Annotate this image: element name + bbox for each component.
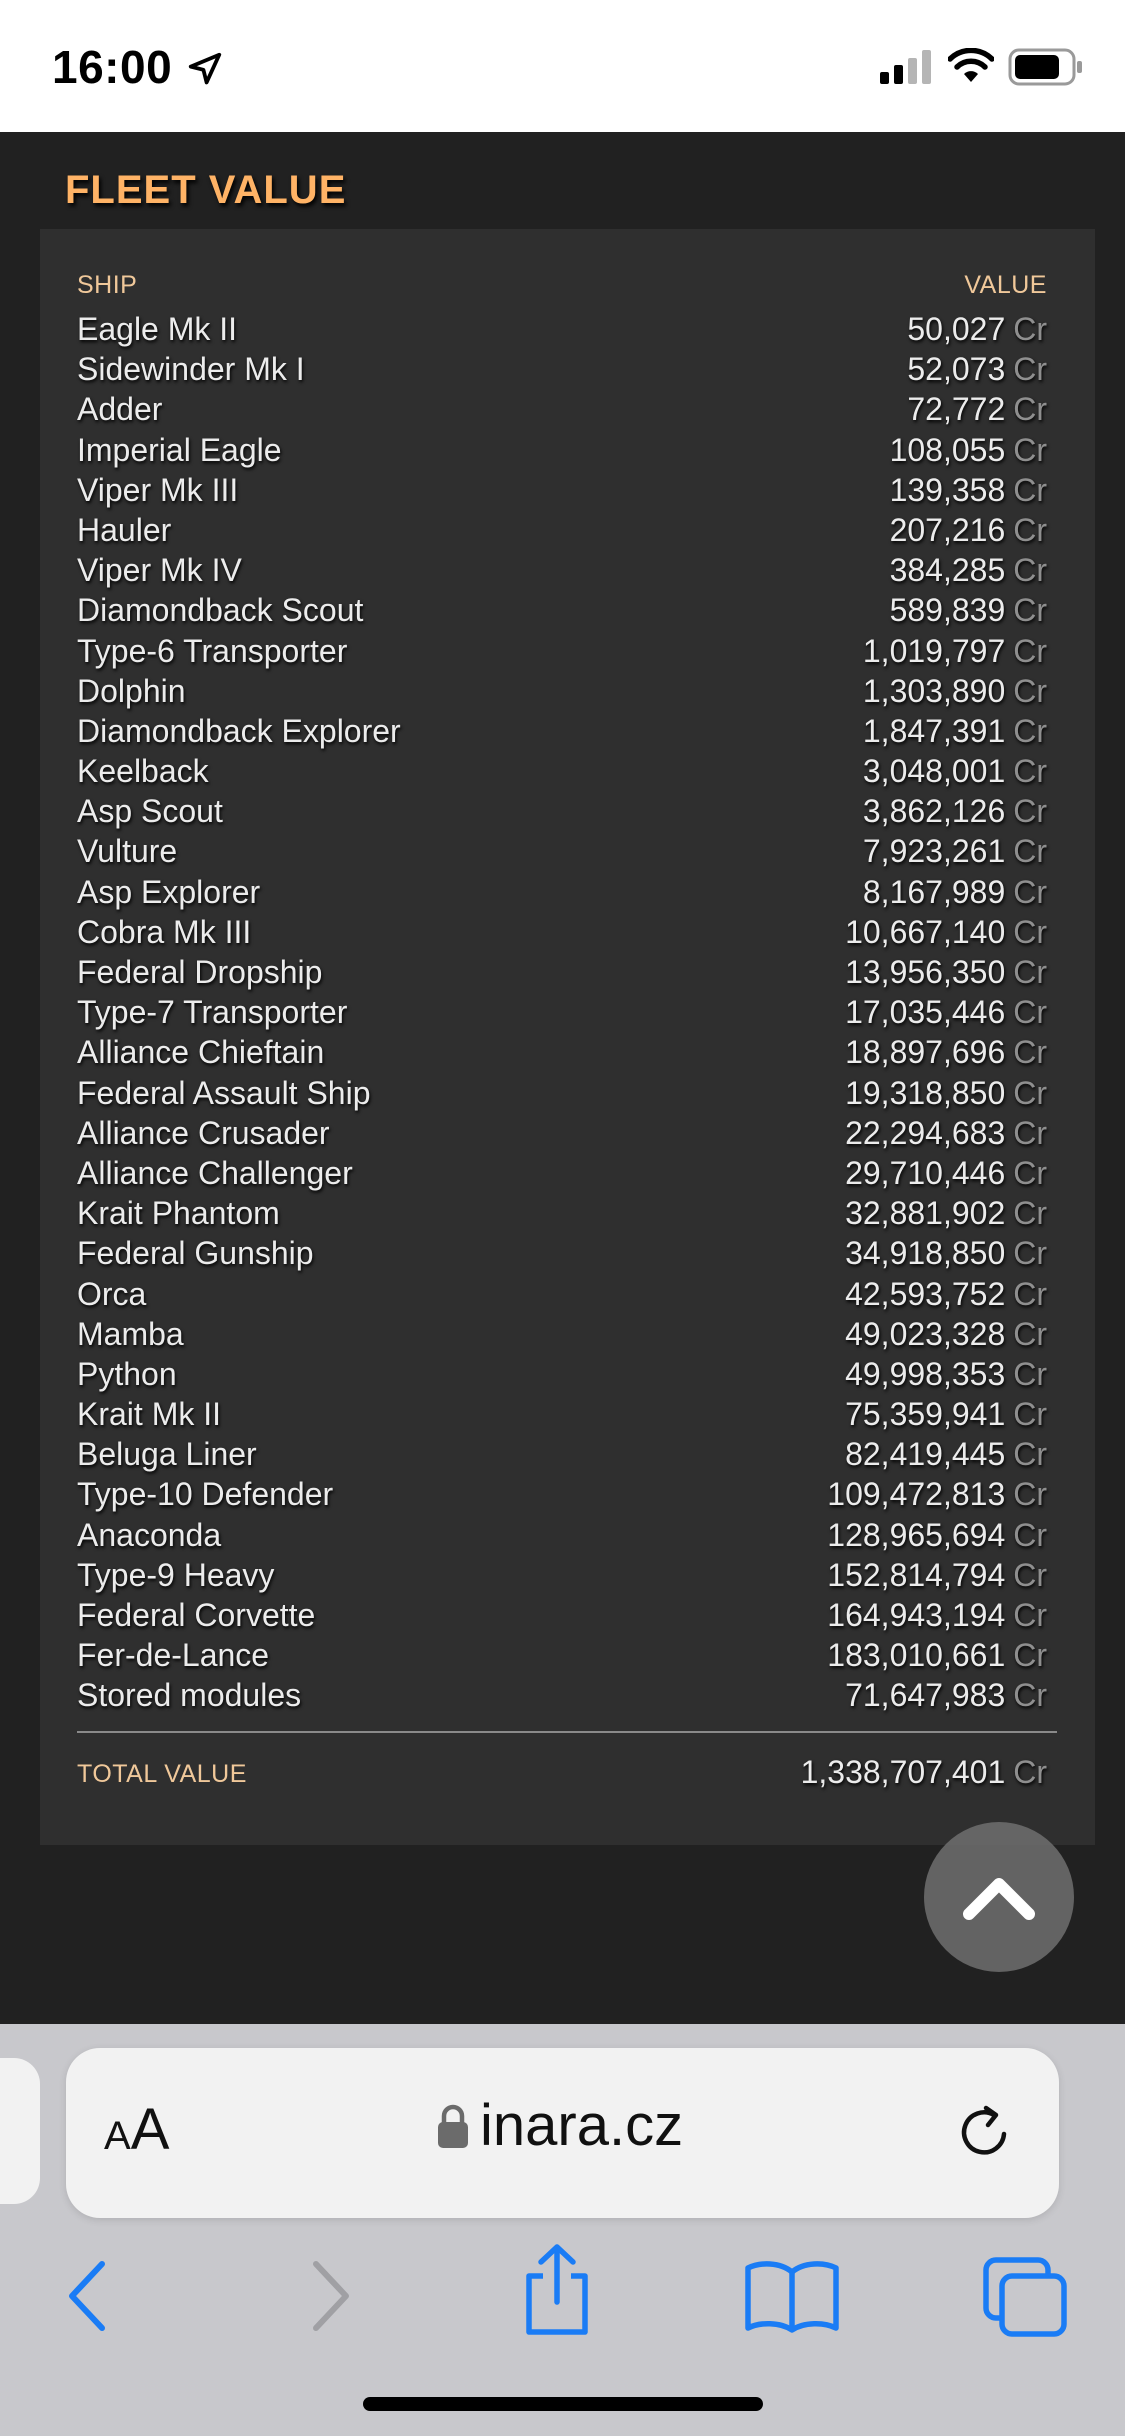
ship-value bbox=[863, 793, 1047, 830]
currency-unit: Cr bbox=[1013, 1597, 1047, 1633]
currency-unit: Cr bbox=[1013, 1476, 1047, 1513]
ship-value-amount: 183,010,661 bbox=[827, 1637, 1006, 1674]
ship-name: Python bbox=[77, 1355, 177, 1392]
table-row bbox=[77, 912, 1084, 952]
currency-unit: Cr bbox=[1013, 712, 1047, 749]
currency-unit: Cr bbox=[1013, 1396, 1047, 1433]
back-chevron-icon[interactable] bbox=[58, 2254, 118, 2338]
ship-name: Diamondback Scout bbox=[77, 592, 364, 629]
currency-unit: Cr bbox=[1013, 351, 1047, 388]
currency-unit: Cr bbox=[1013, 511, 1047, 548]
table-row bbox=[77, 751, 1084, 791]
ship-value bbox=[845, 1235, 1047, 1272]
ship-value bbox=[845, 1316, 1047, 1353]
column-header-ship: SHIP bbox=[77, 271, 138, 299]
table-row bbox=[77, 430, 1084, 470]
column-header-value: VALUE bbox=[964, 271, 1047, 299]
ship-value-amount: 589,839 bbox=[889, 592, 1006, 629]
table-row bbox=[77, 791, 1084, 831]
ship-name: Diamondback Explorer bbox=[77, 712, 401, 749]
ship-value-amount: 3,048,001 bbox=[862, 753, 1006, 790]
currency-unit: Cr bbox=[1013, 1114, 1047, 1151]
currency-unit: Cr bbox=[1013, 1235, 1047, 1272]
ship-value bbox=[907, 391, 1047, 428]
table-row bbox=[77, 1555, 1084, 1595]
ship-value-amount: 49,023,328 bbox=[845, 1315, 1006, 1352]
ship-value bbox=[845, 1356, 1047, 1393]
ship-value bbox=[845, 994, 1047, 1031]
ship-value-amount: 1,303,890 bbox=[862, 672, 1006, 709]
currency-unit: Cr bbox=[1013, 311, 1047, 347]
ship-value-amount: 128,965,694 bbox=[827, 1516, 1006, 1553]
ship-value-amount: 32,881,902 bbox=[845, 1195, 1006, 1232]
ship-name: Type-9 Heavy bbox=[77, 1556, 275, 1593]
table-row bbox=[77, 631, 1084, 671]
table-row bbox=[77, 671, 1084, 711]
ship-name: Fer-de-Lance bbox=[77, 1637, 270, 1674]
ship-value bbox=[845, 1276, 1047, 1313]
url-text: inara.cz bbox=[480, 2093, 684, 2158]
ship-name: Krait Phantom bbox=[77, 1195, 280, 1232]
location-arrow-icon bbox=[186, 50, 224, 88]
ship-value bbox=[827, 1476, 1047, 1513]
table-row bbox=[77, 1073, 1084, 1113]
ship-name: Beluga Liner bbox=[77, 1436, 257, 1473]
bookmarks-icon[interactable] bbox=[742, 2258, 842, 2334]
url-display[interactable] bbox=[436, 2092, 683, 2159]
ship-name: Type-10 Defender bbox=[77, 1476, 334, 1513]
table-row bbox=[77, 510, 1084, 550]
previous-tab-peek[interactable] bbox=[0, 2058, 40, 2204]
page-title: FLEET VALUE bbox=[65, 168, 347, 212]
ship-name: Type-7 Transporter bbox=[77, 994, 348, 1031]
ship-value-amount: 10,667,140 bbox=[845, 913, 1006, 950]
ship-value bbox=[890, 512, 1047, 549]
ship-value bbox=[907, 311, 1047, 348]
table-row bbox=[77, 1233, 1084, 1273]
status-time: 16:00 bbox=[52, 41, 173, 93]
table-row bbox=[77, 1595, 1084, 1635]
ship-value-amount: 7,923,261 bbox=[862, 833, 1006, 870]
ship-name: Cobra Mk III bbox=[77, 913, 252, 950]
ship-value bbox=[863, 833, 1047, 870]
currency-unit: Cr bbox=[1013, 1034, 1047, 1071]
ship-name: Type-6 Transporter bbox=[77, 632, 348, 669]
ship-value-amount: 109,472,813 bbox=[827, 1476, 1006, 1513]
battery-icon bbox=[1008, 48, 1084, 86]
ship-value-amount: 152,814,794 bbox=[827, 1556, 1006, 1593]
ship-value-amount: 384,285 bbox=[889, 552, 1006, 589]
currency-unit: Cr bbox=[1013, 1677, 1047, 1714]
currency-unit: Cr bbox=[1013, 1074, 1047, 1111]
ship-value bbox=[890, 552, 1047, 589]
ship-name: Mamba bbox=[77, 1315, 184, 1352]
ship-name: Eagle Mk II bbox=[77, 311, 238, 347]
ship-value-amount: 42,593,752 bbox=[845, 1275, 1006, 1312]
ship-value-amount: 82,419,445 bbox=[845, 1436, 1006, 1473]
ship-name: Stored modules bbox=[77, 1677, 302, 1714]
fleet-value-panel bbox=[40, 229, 1095, 1845]
ship-value-amount: 1,847,391 bbox=[862, 712, 1006, 749]
ship-name: Federal Corvette bbox=[77, 1597, 316, 1633]
ship-value bbox=[845, 1115, 1047, 1152]
ship-name: Keelback bbox=[77, 753, 209, 790]
ship-value bbox=[890, 432, 1047, 469]
table-row bbox=[77, 831, 1084, 871]
currency-unit: Cr bbox=[1013, 833, 1047, 870]
table-row bbox=[77, 550, 1084, 590]
table-row bbox=[77, 872, 1084, 912]
ship-value bbox=[890, 592, 1047, 629]
browser-toolbar bbox=[0, 2024, 1125, 2436]
currency-unit: Cr bbox=[1013, 954, 1047, 990]
ship-name: Vulture bbox=[77, 833, 178, 870]
ship-value bbox=[863, 753, 1047, 790]
ship-value bbox=[863, 713, 1047, 750]
currency-unit: Cr bbox=[1013, 1154, 1047, 1191]
ship-name: Federal Gunship bbox=[77, 1235, 314, 1272]
ship-name: Alliance Chieftain bbox=[77, 1034, 325, 1071]
ship-value-amount: 29,710,446 bbox=[845, 1154, 1006, 1191]
ship-value-amount: 108,055 bbox=[889, 431, 1006, 468]
currency-unit: Cr bbox=[1013, 1355, 1047, 1392]
currency-unit: Cr bbox=[1013, 873, 1047, 910]
ship-value-amount: 19,318,850 bbox=[845, 1074, 1006, 1111]
total-label: TOTAL VALUE bbox=[77, 1760, 247, 1788]
chevron-up-icon bbox=[961, 1872, 1037, 1922]
address-bar[interactable] bbox=[66, 2048, 1059, 2218]
ship-value bbox=[845, 1075, 1047, 1112]
table-row bbox=[77, 1314, 1084, 1354]
currency-unit: Cr bbox=[1013, 913, 1047, 950]
browser-nav-row bbox=[0, 2224, 1125, 2364]
currency-unit: Cr bbox=[1013, 1315, 1047, 1352]
table-row bbox=[77, 1153, 1084, 1193]
ship-value bbox=[907, 351, 1047, 388]
ship-value-amount: 207,216 bbox=[889, 511, 1006, 548]
currency-unit: Cr bbox=[1013, 1195, 1047, 1232]
ship-value bbox=[845, 954, 1047, 991]
ship-value bbox=[845, 1155, 1047, 1192]
table-row bbox=[77, 389, 1084, 429]
ship-name: Krait Mk II bbox=[77, 1396, 222, 1433]
ship-value bbox=[827, 1597, 1047, 1634]
currency-unit: Cr bbox=[1013, 1516, 1047, 1553]
table-row bbox=[77, 992, 1084, 1032]
ship-value-amount: 13,956,350 bbox=[845, 954, 1006, 990]
total-row bbox=[77, 1754, 1047, 1794]
ship-value-amount: 75,359,941 bbox=[845, 1396, 1006, 1433]
page-settings-button[interactable]: AA bbox=[104, 2097, 170, 2162]
ship-name: Anaconda bbox=[77, 1516, 222, 1553]
currency-unit: Cr bbox=[1013, 793, 1047, 830]
currency-unit: Cr bbox=[1013, 1637, 1047, 1674]
ship-value-amount: 34,918,850 bbox=[845, 1235, 1006, 1272]
ship-value bbox=[863, 673, 1047, 710]
table-row bbox=[77, 1032, 1084, 1072]
ship-value-amount: 18,897,696 bbox=[845, 1034, 1006, 1071]
ship-value-amount: 8,167,989 bbox=[862, 873, 1006, 910]
ship-name: Dolphin bbox=[77, 672, 186, 709]
table-row bbox=[77, 1274, 1084, 1314]
ship-value bbox=[845, 1195, 1047, 1232]
table-row bbox=[77, 1434, 1084, 1474]
ship-name: Federal Dropship bbox=[77, 954, 323, 990]
table-row bbox=[77, 309, 1084, 349]
ship-value bbox=[845, 1396, 1047, 1433]
currency-unit: Cr bbox=[1013, 1556, 1047, 1593]
ship-value-amount: 49,998,353 bbox=[845, 1355, 1006, 1392]
table-row bbox=[77, 1515, 1084, 1555]
ship-name: Viper Mk IV bbox=[77, 552, 242, 589]
ship-name: Federal Assault Ship bbox=[77, 1074, 371, 1111]
total-value bbox=[801, 1754, 1047, 1791]
ship-value bbox=[890, 472, 1047, 509]
wifi-icon bbox=[948, 48, 994, 84]
ship-value bbox=[827, 1517, 1047, 1554]
table-row bbox=[77, 1113, 1084, 1153]
currency-unit: Cr bbox=[1013, 1436, 1047, 1473]
home-indicator bbox=[363, 2397, 763, 2411]
table-row bbox=[77, 1675, 1084, 1715]
ship-value bbox=[863, 633, 1047, 670]
table-row bbox=[77, 590, 1084, 630]
ship-value bbox=[827, 1557, 1047, 1594]
ship-value bbox=[845, 1436, 1047, 1473]
table-row bbox=[77, 1394, 1084, 1434]
table-row bbox=[77, 1474, 1084, 1514]
ship-name: Imperial Eagle bbox=[77, 431, 282, 468]
ship-name: Asp Scout bbox=[77, 793, 223, 830]
table-row bbox=[77, 349, 1084, 389]
status-bar bbox=[0, 0, 1125, 132]
ship-name: Sidewinder Mk I bbox=[77, 351, 305, 388]
currency-unit: Cr bbox=[1013, 1754, 1047, 1790]
cellular-signal-icon bbox=[880, 50, 934, 84]
ship-value-amount: 139,358 bbox=[889, 471, 1006, 508]
ship-value-amount: 50,027 bbox=[907, 311, 1006, 347]
ship-value-amount: 1,019,797 bbox=[862, 632, 1006, 669]
table-row bbox=[77, 711, 1084, 751]
ship-value-amount: 3,862,126 bbox=[862, 793, 1006, 830]
total-divider bbox=[77, 1731, 1057, 1733]
ship-value-amount: 17,035,446 bbox=[845, 994, 1006, 1031]
table-header bbox=[77, 271, 1047, 301]
ship-name: Alliance Crusader bbox=[77, 1114, 330, 1151]
ship-value-amount: 164,943,194 bbox=[827, 1597, 1006, 1633]
ship-name: Orca bbox=[77, 1275, 147, 1312]
table-row bbox=[77, 952, 1084, 992]
tabs-icon[interactable] bbox=[980, 2254, 1070, 2340]
currency-unit: Cr bbox=[1013, 632, 1047, 669]
ship-name: Adder bbox=[77, 391, 163, 428]
reload-icon[interactable] bbox=[952, 2100, 1016, 2164]
currency-unit: Cr bbox=[1013, 471, 1047, 508]
ship-value bbox=[863, 874, 1047, 911]
total-amount: 1,338,707,401 bbox=[800, 1754, 1006, 1790]
lock-icon bbox=[436, 2103, 470, 2149]
table-row bbox=[77, 1193, 1084, 1233]
table-row bbox=[77, 470, 1084, 510]
ship-name: Alliance Challenger bbox=[77, 1154, 353, 1191]
ship-value bbox=[845, 1034, 1047, 1071]
ship-value-list bbox=[77, 309, 1084, 1716]
currency-unit: Cr bbox=[1013, 592, 1047, 629]
ship-name: Asp Explorer bbox=[77, 873, 261, 910]
ship-value-amount: 52,073 bbox=[907, 351, 1006, 388]
ship-value bbox=[845, 1677, 1047, 1714]
currency-unit: Cr bbox=[1013, 1275, 1047, 1312]
currency-unit: Cr bbox=[1013, 431, 1047, 468]
currency-unit: Cr bbox=[1013, 672, 1047, 709]
ship-value-amount: 22,294,683 bbox=[845, 1114, 1006, 1151]
share-icon[interactable] bbox=[515, 2242, 599, 2338]
forward-chevron-icon[interactable] bbox=[300, 2254, 360, 2338]
currency-unit: Cr bbox=[1013, 994, 1047, 1031]
ship-value bbox=[845, 914, 1047, 951]
ship-value-amount: 72,772 bbox=[907, 391, 1006, 428]
ship-value bbox=[827, 1637, 1047, 1674]
ship-name: Hauler bbox=[77, 511, 172, 548]
scroll-to-top-button[interactable] bbox=[924, 1822, 1074, 1972]
currency-unit: Cr bbox=[1013, 753, 1047, 790]
table-row bbox=[77, 1635, 1084, 1675]
currency-unit: Cr bbox=[1013, 552, 1047, 589]
ship-name: Viper Mk III bbox=[77, 471, 239, 508]
ship-value-amount: 71,647,983 bbox=[845, 1677, 1006, 1714]
table-row bbox=[77, 1354, 1084, 1394]
currency-unit: Cr bbox=[1013, 391, 1047, 428]
